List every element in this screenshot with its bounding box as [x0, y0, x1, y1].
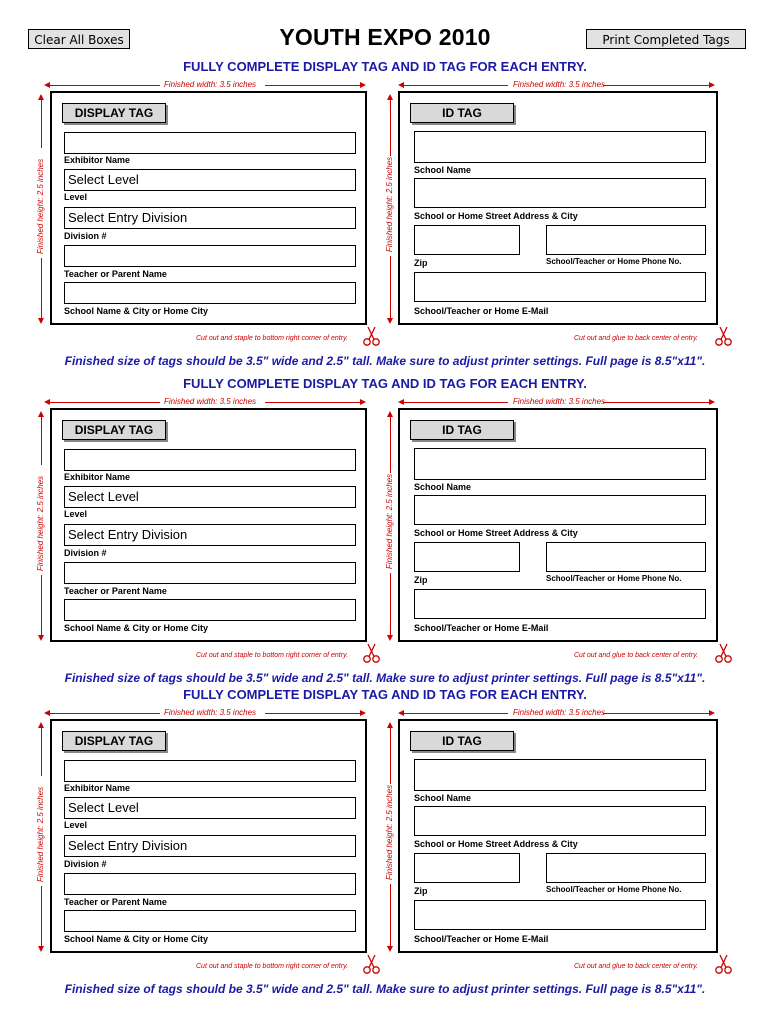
- email-field[interactable]: [414, 900, 706, 930]
- zip-label: Zip: [414, 258, 428, 268]
- teacher-parent-name-field[interactable]: [64, 245, 356, 267]
- dimension-line: [390, 417, 391, 473]
- display-tag-box: [50, 91, 367, 325]
- finished-width-label: Finished width: 3.5 inches: [513, 80, 606, 89]
- finished-height-label: Finished height: 2.5 inches: [36, 475, 45, 571]
- email-label: School/Teacher or Home E-Mail: [414, 623, 549, 633]
- finished-height-label: Finished height: 2.5 inches: [36, 786, 45, 882]
- dimension-arrow: [360, 710, 366, 716]
- zip-field[interactable]: [414, 853, 520, 883]
- display-tag-box: [50, 408, 367, 642]
- teacher-parent-name-label: Teacher or Parent Name: [64, 897, 167, 907]
- school-name-label: School Name: [414, 793, 472, 803]
- street-address-field[interactable]: [414, 806, 706, 836]
- zip-label: Zip: [414, 886, 428, 896]
- dimension-arrow: [387, 318, 393, 324]
- street-address-label: School or Home Street Address & City: [414, 528, 578, 538]
- scissors-icon: [713, 642, 735, 664]
- scissors-icon: [361, 953, 383, 975]
- finished-width-label: Finished width: 3.5 inches: [164, 397, 257, 406]
- dimension-arrow: [38, 318, 44, 324]
- display-cut-note: Cut out and staple to bottom right corner of entry.: [196, 335, 349, 342]
- display-tag-label: DISPLAY TAG: [62, 103, 166, 123]
- phone-label: School/Teacher or Home Phone No.: [546, 885, 682, 894]
- dimension-arrow: [387, 946, 393, 952]
- zip-field[interactable]: [414, 542, 520, 572]
- display-cut-note: Cut out and staple to bottom right corner of entry.: [196, 652, 349, 659]
- exhibitor-name-label: Exhibitor Name: [64, 155, 131, 165]
- dimension-line: [603, 402, 709, 403]
- dimension-line: [603, 713, 709, 714]
- school-city-label: School Name & City or Home City: [64, 623, 209, 633]
- display-cut-note: Cut out and staple to bottom right corner of entry.: [196, 963, 349, 970]
- dimension-arrow: [38, 946, 44, 952]
- level-select[interactable]: Select Level: [64, 169, 356, 191]
- entry-division-select[interactable]: Select Entry Division: [64, 524, 356, 546]
- dimension-line: [390, 573, 391, 635]
- school-city-label: School Name & City or Home City: [64, 306, 209, 316]
- level-select[interactable]: Select Level: [64, 797, 356, 819]
- exhibitor-name-label: Exhibitor Name: [64, 472, 131, 482]
- id-tag-box: [398, 91, 718, 325]
- id-tag-box: [398, 408, 718, 642]
- teacher-parent-name-label: Teacher or Parent Name: [64, 586, 167, 596]
- dimension-line: [404, 713, 508, 714]
- scissors-icon: [361, 642, 383, 664]
- dimension-line: [390, 728, 391, 784]
- display-tag-box: [50, 719, 367, 953]
- dimension-line: [603, 85, 709, 86]
- id-tag-label: ID TAG: [410, 420, 514, 440]
- section-heading: FULLY COMPLETE DISPLAY TAG AND ID TAG FOR EACH ENTRY.: [183, 376, 587, 391]
- dimension-arrow: [360, 399, 366, 405]
- zip-label: Zip: [414, 575, 428, 585]
- finished-height-label: Finished height: 2.5 inches: [385, 473, 394, 569]
- email-label: School/Teacher or Home E-Mail: [414, 934, 549, 944]
- id-tag-label: ID TAG: [410, 103, 514, 123]
- dimension-line: [390, 100, 391, 156]
- dimension-line: [265, 402, 360, 403]
- dimension-line: [41, 417, 42, 465]
- finished-width-label: Finished width: 3.5 inches: [164, 708, 257, 717]
- dimension-line: [41, 575, 42, 635]
- street-address-field[interactable]: [414, 178, 706, 208]
- division-label: Division #: [64, 859, 107, 869]
- dimension-line: [41, 728, 42, 776]
- dimension-line: [265, 85, 360, 86]
- clear-all-boxes-button[interactable]: Clear All Boxes: [28, 29, 130, 49]
- id-cut-note: Cut out and glue to back center of entry.: [574, 335, 699, 342]
- dimension-line: [404, 85, 508, 86]
- scissors-icon: [713, 325, 735, 347]
- entry-division-select[interactable]: Select Entry Division: [64, 207, 356, 229]
- print-completed-tags-button[interactable]: Print Completed Tags: [586, 29, 746, 49]
- finished-width-label: Finished width: 3.5 inches: [513, 397, 606, 406]
- id-tag-label: ID TAG: [410, 731, 514, 751]
- finished-size-note: Finished size of tags should be 3.5" wide and 2.5" tall. Make sure to adjust printer settings. Full page is 8.5"x11".: [64, 982, 706, 996]
- email-label: School/Teacher or Home E-Mail: [414, 306, 549, 316]
- street-address-label: School or Home Street Address & City: [414, 839, 578, 849]
- section-heading: FULLY COMPLETE DISPLAY TAG AND ID TAG FOR EACH ENTRY.: [183, 687, 587, 702]
- finished-size-note: Finished size of tags should be 3.5" wide and 2.5" tall. Make sure to adjust printer settings. Full page is 8.5"x11".: [64, 671, 706, 685]
- school-name-label: School Name: [414, 482, 472, 492]
- phone-field[interactable]: [546, 225, 706, 255]
- dimension-line: [41, 100, 42, 148]
- dimension-arrow: [38, 635, 44, 641]
- street-address-label: School or Home Street Address & City: [414, 211, 578, 221]
- level-label: Level: [64, 192, 88, 202]
- school-city-field[interactable]: [64, 599, 356, 621]
- section-heading: FULLY COMPLETE DISPLAY TAG AND ID TAG FOR EACH ENTRY.: [183, 59, 587, 74]
- dimension-line: [390, 884, 391, 946]
- exhibitor-name-field[interactable]: [64, 132, 356, 154]
- dimension-line: [404, 402, 508, 403]
- teacher-parent-name-field[interactable]: [64, 873, 356, 895]
- school-city-label: School Name & City or Home City: [64, 934, 209, 944]
- level-label: Level: [64, 820, 88, 830]
- dimension-arrow: [709, 82, 715, 88]
- dimension-arrow: [360, 82, 366, 88]
- finished-width-label: Finished width: 3.5 inches: [513, 708, 606, 717]
- id-cut-note: Cut out and glue to back center of entry.: [574, 963, 699, 970]
- division-label: Division #: [64, 231, 107, 241]
- finished-height-label: Finished height: 2.5 inches: [385, 156, 394, 252]
- phone-field[interactable]: [546, 542, 706, 572]
- exhibitor-name-field[interactable]: [64, 449, 356, 471]
- scissors-icon: [361, 325, 383, 347]
- school-name-field[interactable]: [414, 131, 706, 163]
- school-name-field[interactable]: [414, 448, 706, 480]
- school-city-field[interactable]: [64, 910, 356, 932]
- dimension-line: [390, 256, 391, 318]
- zip-field[interactable]: [414, 225, 520, 255]
- dimension-line: [50, 713, 160, 714]
- dimension-arrow: [709, 710, 715, 716]
- dimension-line: [50, 85, 160, 86]
- entry-division-select[interactable]: Select Entry Division: [64, 835, 356, 857]
- school-city-field[interactable]: [64, 282, 356, 304]
- display-tag-label: DISPLAY TAG: [62, 420, 166, 440]
- teacher-parent-name-label: Teacher or Parent Name: [64, 269, 167, 279]
- exhibitor-name-field[interactable]: [64, 760, 356, 782]
- school-name-label: School Name: [414, 165, 472, 175]
- level-label: Level: [64, 509, 88, 519]
- phone-field[interactable]: [546, 853, 706, 883]
- display-tag-label: DISPLAY TAG: [62, 731, 166, 751]
- finished-height-label: Finished height: 2.5 inches: [385, 784, 394, 880]
- email-field[interactable]: [414, 589, 706, 619]
- email-field[interactable]: [414, 272, 706, 302]
- phone-label: School/Teacher or Home Phone No.: [546, 574, 682, 583]
- exhibitor-name-label: Exhibitor Name: [64, 783, 131, 793]
- id-cut-note: Cut out and glue to back center of entry.: [574, 652, 699, 659]
- dimension-line: [41, 886, 42, 946]
- scissors-icon: [713, 953, 735, 975]
- street-address-field[interactable]: [414, 495, 706, 525]
- teacher-parent-name-field[interactable]: [64, 562, 356, 584]
- page-title: YOUTH EXPO 2010: [279, 24, 491, 50]
- dimension-arrow: [387, 635, 393, 641]
- dimension-line: [41, 258, 42, 318]
- division-label: Division #: [64, 548, 107, 558]
- finished-width-label: Finished width: 3.5 inches: [164, 80, 257, 89]
- id-tag-box: [398, 719, 718, 953]
- finished-size-note: Finished size of tags should be 3.5" wide and 2.5" tall. Make sure to adjust printer settings. Full page is 8.5"x11".: [64, 354, 706, 368]
- dimension-arrow: [709, 399, 715, 405]
- dimension-line: [265, 713, 360, 714]
- dimension-line: [50, 402, 160, 403]
- phone-label: School/Teacher or Home Phone No.: [546, 257, 682, 266]
- level-select[interactable]: Select Level: [64, 486, 356, 508]
- school-name-field[interactable]: [414, 759, 706, 791]
- finished-height-label: Finished height: 2.5 inches: [36, 158, 45, 254]
